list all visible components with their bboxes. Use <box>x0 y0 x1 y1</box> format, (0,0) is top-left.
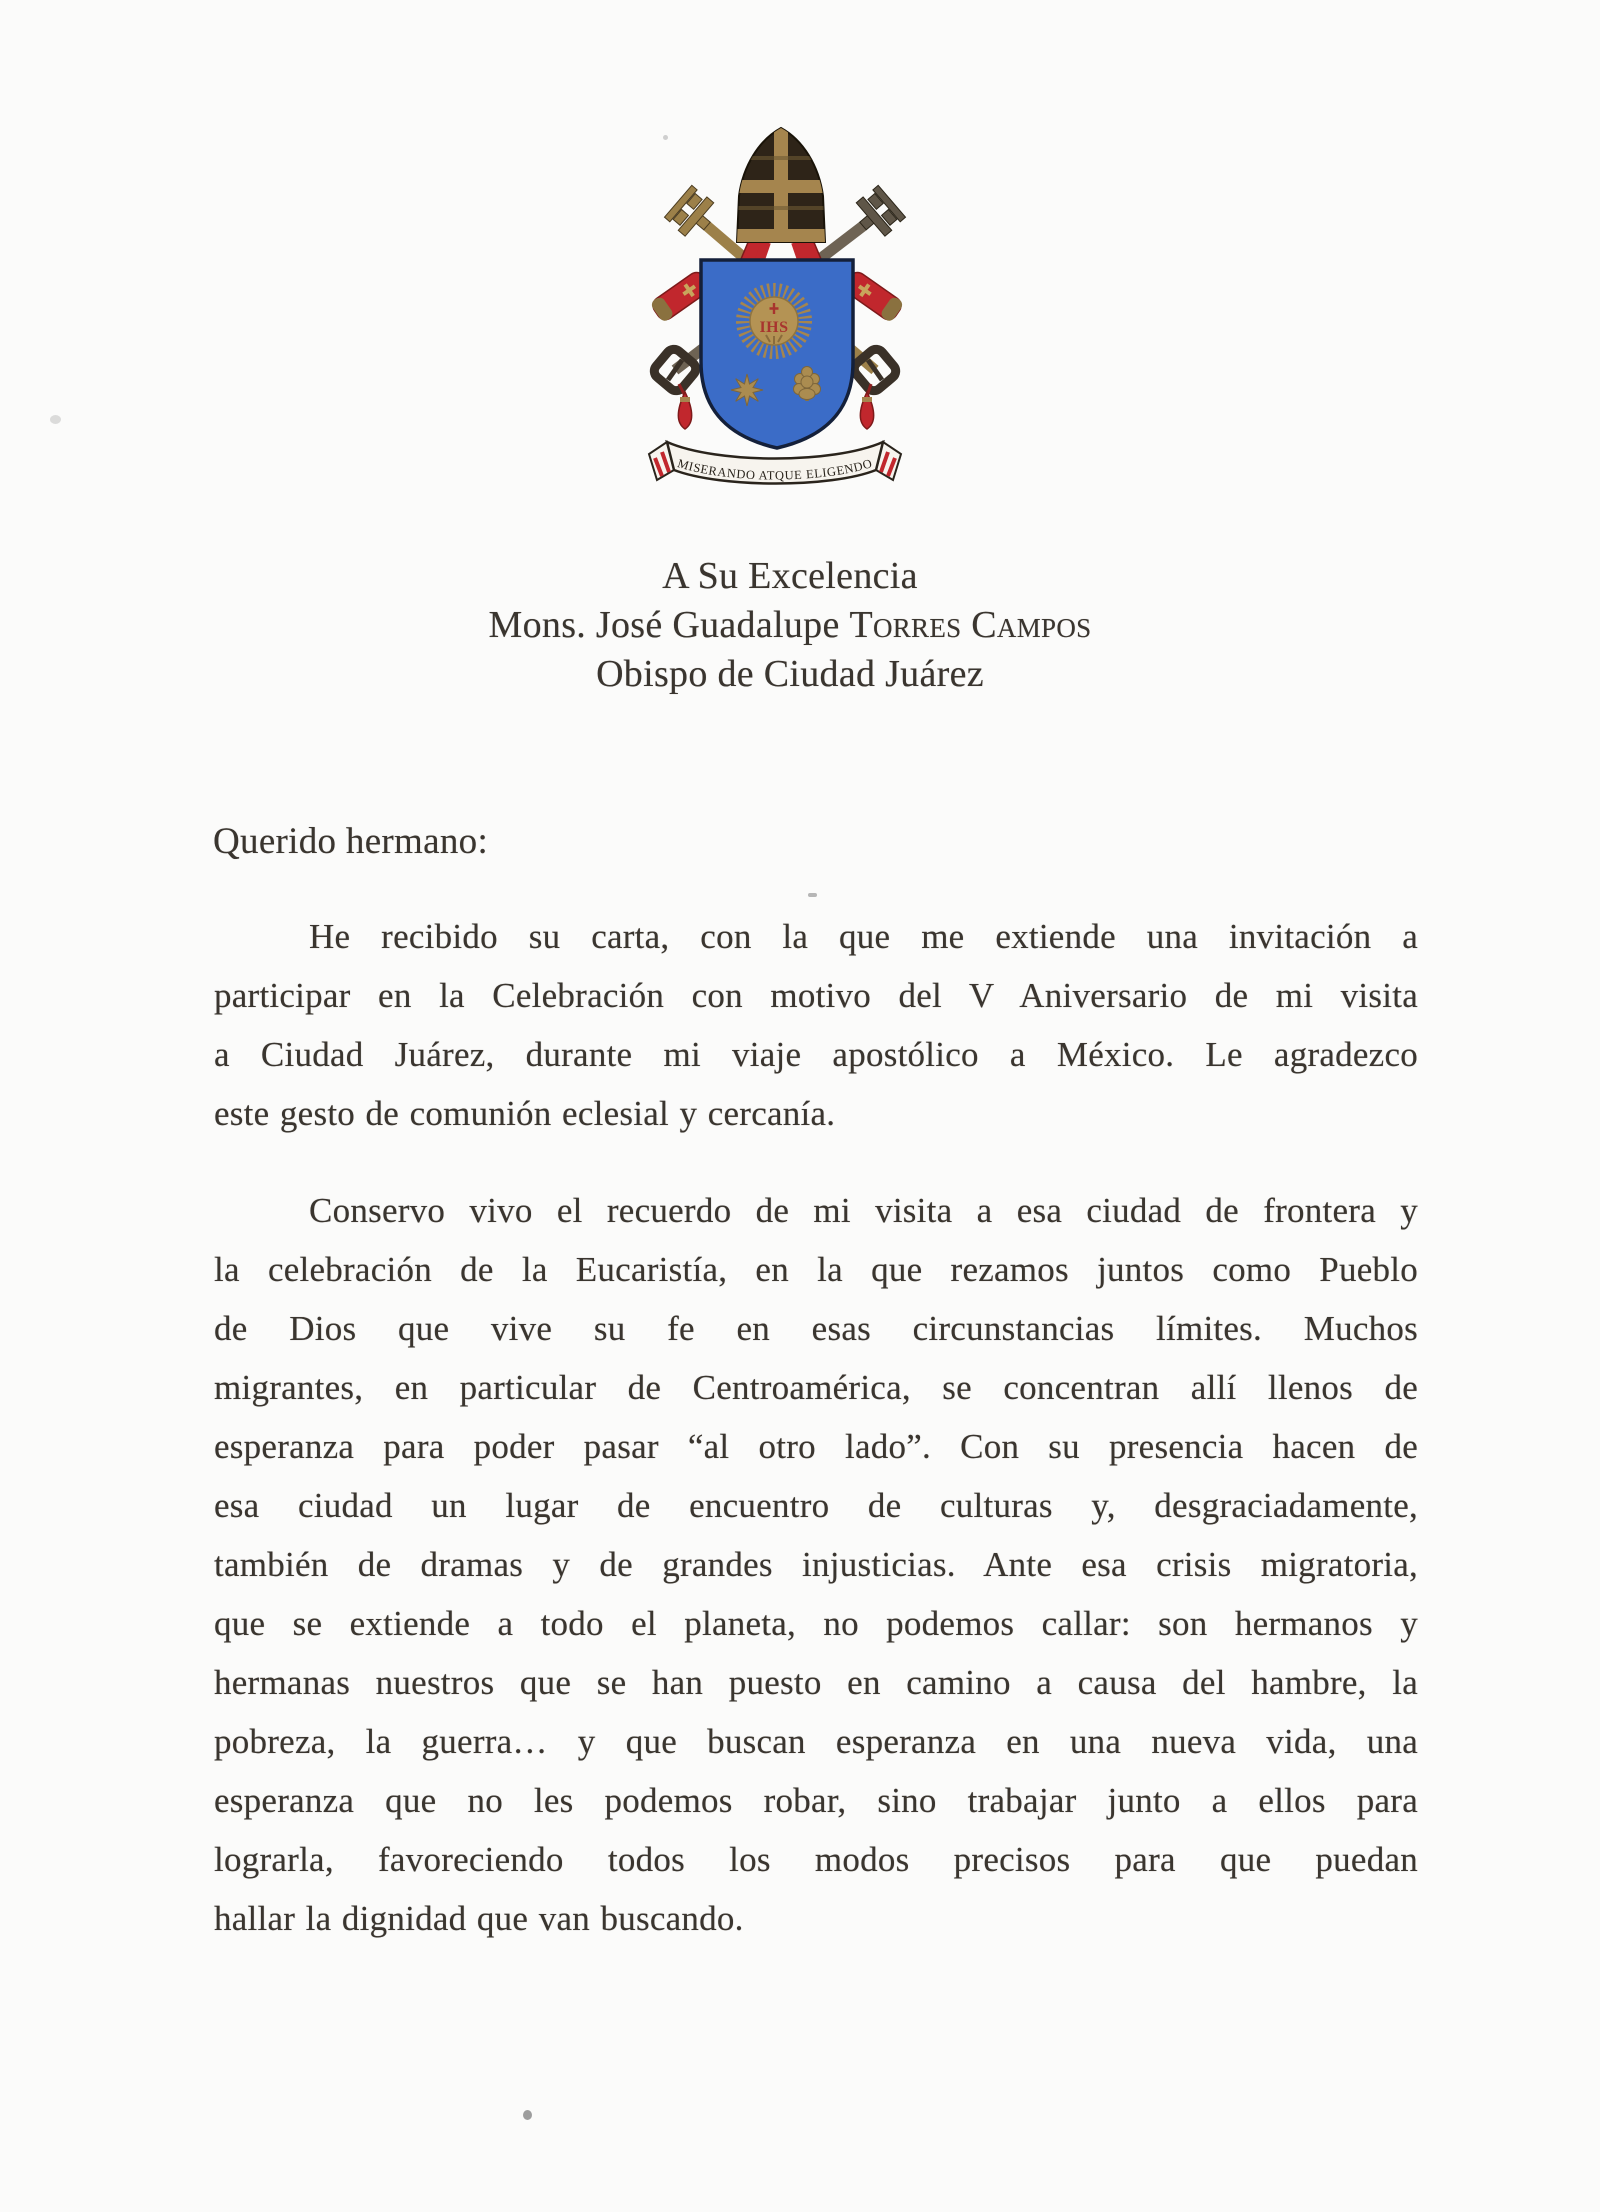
motto-text: MISERANDO ATQUE ELIGENDO <box>675 456 875 483</box>
scan-speck <box>50 415 61 424</box>
scan-speck <box>663 135 668 140</box>
text-line: lograrla, favoreciendo todos los modos precisos para que puedan <box>214 1840 1418 1879</box>
text-line: a Ciudad Juárez, durante mi viaje apostólico a México. Le agradezco <box>214 1035 1418 1074</box>
star-icon <box>731 374 763 406</box>
recipient-salutation: A Su Excelencia <box>662 555 918 597</box>
text-line: participar en la Celebración con motivo del V Aniversario de mi visita <box>214 976 1418 1015</box>
recipient-name-prefix: Mons. José Guadalupe <box>488 604 850 646</box>
recipient-name <box>0 601 1580 650</box>
text-line: He recibido su carta, con la que me extiende una invitación a <box>309 917 1418 956</box>
paragraph <box>214 1181 1418 1948</box>
text-line: esa ciudad un lugar de encuentro de culturas y, desgraciadamente, <box>214 1486 1418 1525</box>
text-line: hermanas nuestros que se han puesto en camino a causa del hambre, la <box>214 1663 1418 1702</box>
text-line: de Dios que vive su fe en esas circunstancias límites. Muchos <box>214 1309 1418 1348</box>
recipient-surname: Torres Campos <box>849 604 1092 646</box>
papal-coat-of-arms <box>635 118 935 500</box>
text-line: pobreza, la guerra… y que buscan esperanza en una nueva vida, una <box>214 1722 1418 1761</box>
text-line: este gesto de comunión eclesial y cercanía. <box>214 1094 836 1133</box>
shield <box>701 260 853 448</box>
recipient-title: Obispo de Ciudad Juárez <box>596 653 984 695</box>
text-line: migrantes, en particular de Centroamérica, se concentran allí llenos de <box>214 1368 1418 1407</box>
text-line: que se extiende a todo el planeta, no podemos callar: son hermanos y <box>214 1604 1418 1643</box>
ihs-text: IHS <box>759 319 789 336</box>
text-line: Conservo vivo el recuerdo de mi visita a esa ciudad de frontera y <box>309 1191 1418 1230</box>
text-line: esperanza para poder pasar “al otro lado”. Con su presencia hacen de <box>214 1427 1418 1466</box>
greeting: Querido hermano: <box>213 821 489 862</box>
text-line: la celebración de la Eucaristía, en la que rezamos juntos como Pueblo <box>214 1250 1418 1289</box>
text-line: esperanza que no les podemos robar, sino trabajar junto a ellos para <box>214 1781 1418 1820</box>
scan-speck <box>523 2110 532 2120</box>
mitre-icon <box>733 126 829 244</box>
scan-speck <box>808 893 817 897</box>
letter-body <box>214 907 1418 1986</box>
paragraph <box>214 907 1418 1143</box>
text-line: hallar la dignidad que van buscando. <box>214 1899 744 1938</box>
text-line: también de dramas y de grandes injusticias. Ante esa crisis migratoria, <box>214 1545 1418 1584</box>
recipient-address-block <box>0 552 1580 699</box>
